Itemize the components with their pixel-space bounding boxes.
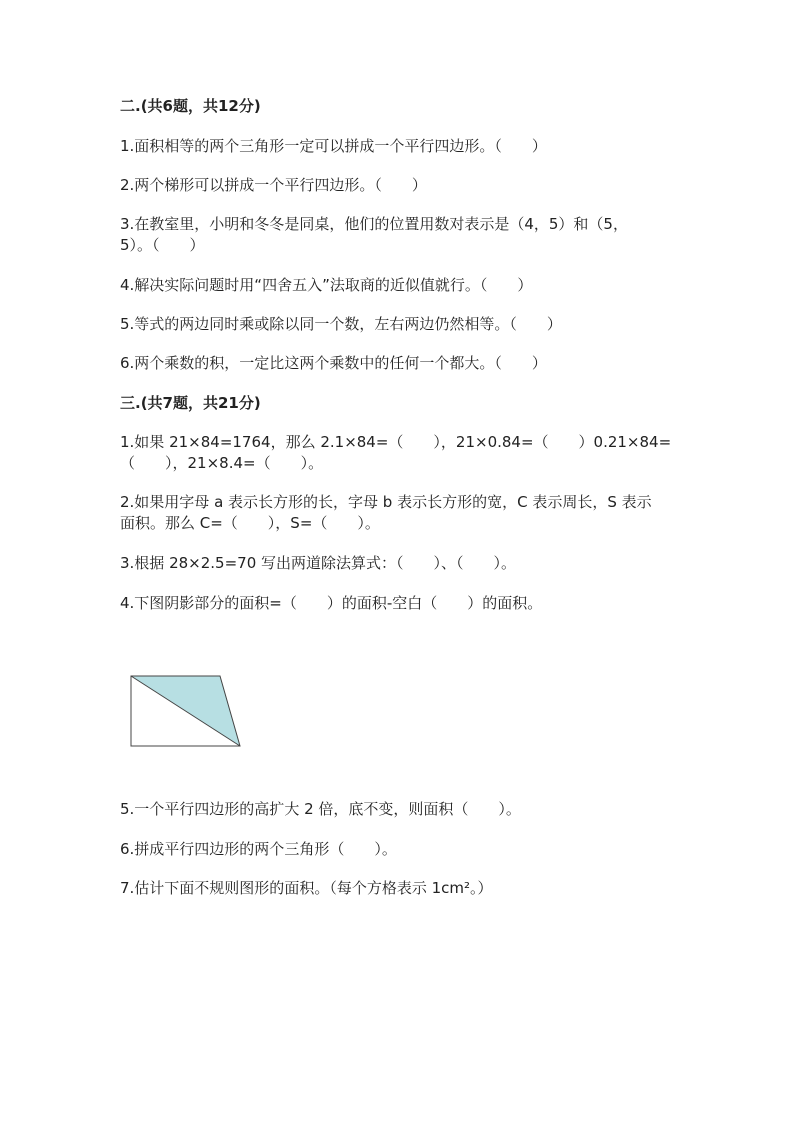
s3-question-3: 3.根据 28×2.5=70 写出两道除法算式：（ ）、（ ）。 xyxy=(120,554,517,572)
s2-question-4: 4.解决实际问题时用“四舍五入”法取商的近似值就行。（ ） xyxy=(120,276,533,294)
section-3-heading: 三.(共7题，共21分) xyxy=(120,394,261,412)
s3-question-4: 4.下图阴影部分的面积=（ ）的面积-空白（ ）的面积。 xyxy=(120,594,543,612)
shaded-area-diagram xyxy=(128,672,244,750)
s3-question-1-line-2: （ ），21×8.4=（ ）。 xyxy=(120,454,324,472)
s3-question-1-line-1: 1.如果 21×84=1764，那么 2.1×84=（ ），21×0.84=（ ）0.21×84= xyxy=(120,433,672,451)
s2-question-1: 1.面积相等的两个三角形一定可以拼成一个平行四边形。（ ） xyxy=(120,137,547,155)
s3-question-2-line-1: 2.如果用字母 a 表示长方形的长，字母 b 表示长方形的宽，C 表示周长，S 表示 xyxy=(120,493,652,511)
s2-question-2: 2.两个梯形可以拼成一个平行四边形。（ ） xyxy=(120,176,427,194)
s3-question-7: 7.估计下面不规则图形的面积。（每个方格表示 1cm²。） xyxy=(120,879,493,897)
s3-question-5: 5.一个平行四边形的高扩大 2 倍，底不变，则面积（ ）。 xyxy=(120,800,521,818)
s3-question-6: 6.拼成平行四边形的两个三角形（ ）。 xyxy=(120,840,397,858)
s2-question-5: 5.等式的两边同时乘或除以同一个数，左右两边仍然相等。（ ） xyxy=(120,315,562,333)
section-2-heading: 二.(共6题，共12分) xyxy=(120,97,261,115)
s2-question-3-line-2: 5）。（ ） xyxy=(120,236,205,254)
s2-question-3-line-1: 3.在教室里，小明和冬冬是同桌，他们的位置用数对表示是（4，5）和（5， xyxy=(120,215,628,233)
s2-question-6: 6.两个乘数的积，一定比这两个乘数中的任何一个都大。（ ） xyxy=(120,354,547,372)
s3-question-2-line-2: 面积。那么 C=（ ），S=（ ）。 xyxy=(120,514,380,532)
trapezoid-figure xyxy=(128,672,244,754)
